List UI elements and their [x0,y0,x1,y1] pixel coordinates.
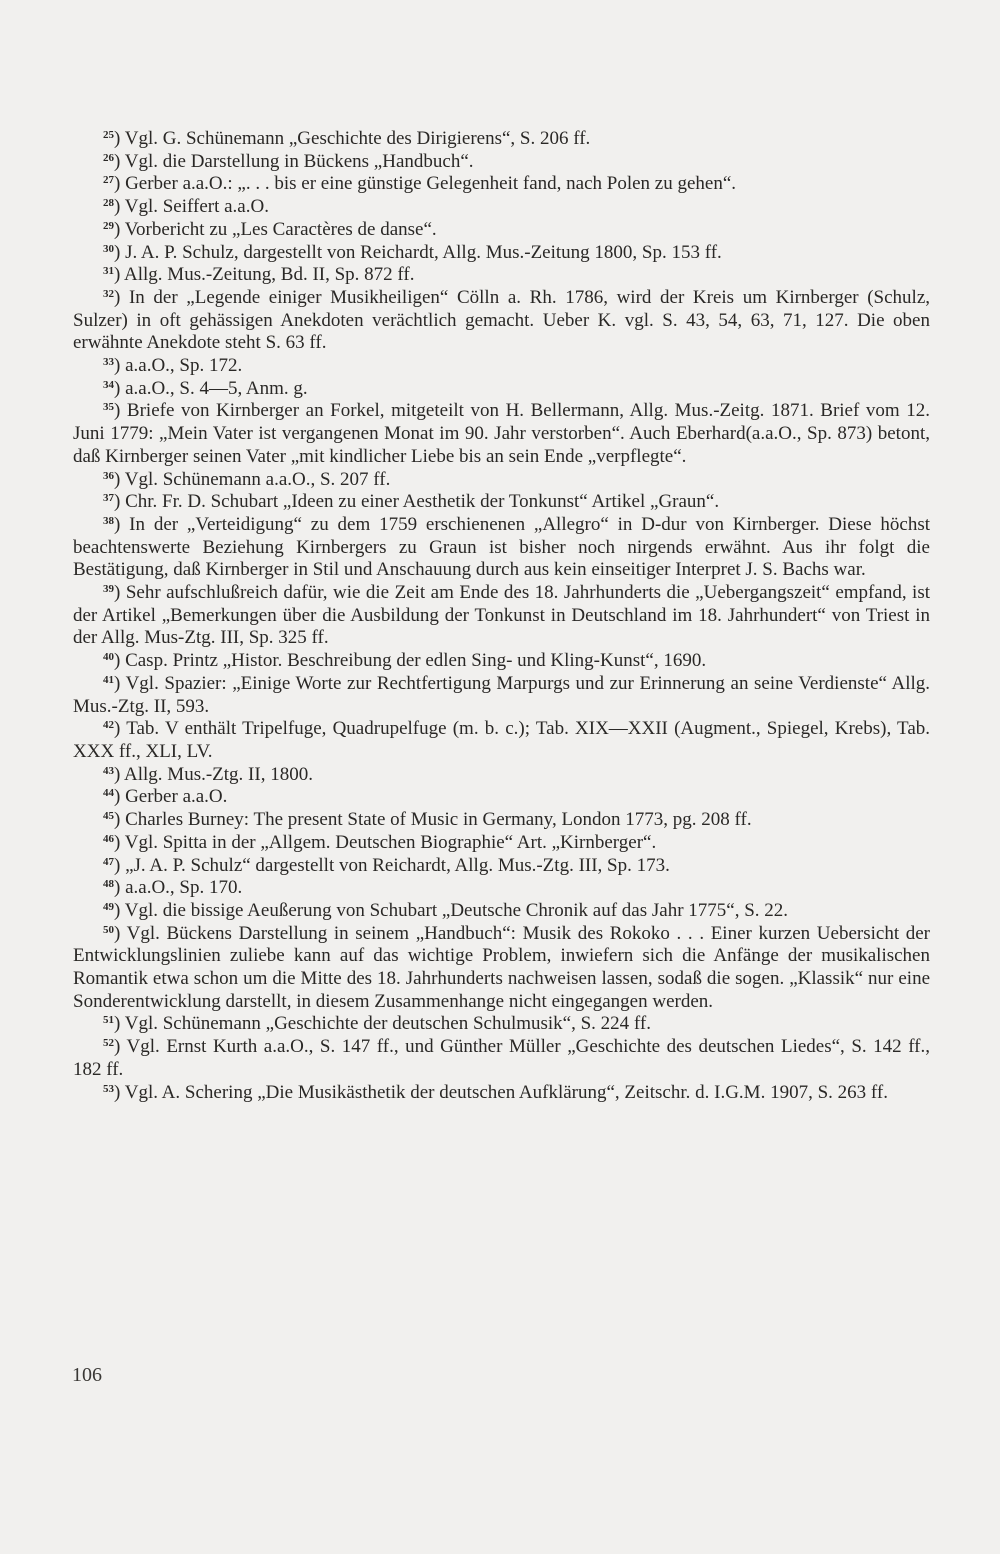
footnote [73,378,930,401]
footnote-number: 41 [103,673,114,686]
footnote-number: 31 [103,265,114,278]
footnote [73,764,930,787]
footnote-paren: ) [114,763,125,785]
footnote-number: 34 [103,378,114,391]
footnote-text: Vgl. Schünemann „Geschichte der deutschen Schulmusik“, S. 224 ff. [124,1013,651,1035]
footnote [73,582,930,650]
footnote-number: 45 [103,810,114,823]
footnote-text: Vgl. Ernst Kurth a.a.O., S. 147 ff., und Günther Müller „Geschichte des deutschen Liedes“, S. 142 ff., 182 ff. [73,1036,931,1080]
footnote-number: 50 [103,923,114,936]
footnote-number: 33 [103,356,114,369]
footnote-paren: ) [114,1013,125,1035]
footnotes-list [73,128,930,1104]
footnote-text: „J. A. P. Schulz“ dargestellt von Reichardt, Allg. Mus.-Ztg. III, Sp. 173. [125,854,670,876]
footnote-text: a.a.O., Sp. 170. [125,877,243,899]
footnote-text: Vgl. Schünemann a.a.O., S. 207 ff. [124,468,391,490]
footnote-text: Chr. Fr. D. Schubart „Ideen zu einer Aesthetik der Tonkunst“ Artikel „Graun“. [125,491,720,513]
footnote [73,877,930,900]
footnote [73,1082,930,1105]
footnote-text: Allg. Mus.-Ztg. II, 1800. [124,763,313,785]
footnote-paren: ) [114,286,129,308]
footnote-number: 35 [103,401,114,414]
footnote [73,219,930,242]
footnote-paren: ) [114,1081,125,1103]
footnote-number: 29 [103,219,114,232]
footnote-paren: ) [114,513,130,535]
footnote [73,514,930,582]
footnote-text: Charles Burney: The present State of Music in Germany, London 1773, pg. 208 ff. [125,809,752,831]
footnote-number: 47 [103,855,114,868]
footnote-number: 30 [103,242,114,255]
footnote-paren: ) [114,1036,127,1058]
footnote-text: Tab. V enthält Tripelfuge, Quadrupelfuge (m. b. c.); Tab. XIX—XXII (Augment., Spiegel, Krebs), Tab. XXX ff., XLI, LV. [73,718,931,762]
footnote-text: Sehr aufschlußreich dafür, wie die Zeit am Ende des 18. Jahrhunderts die „Uebergangszeit“ empfand, ist der Artikel „Bemerkungen über die Ausbildung der Tonkunst in Deutschland im 18. Jahrhundert“ von Triest in der Allg. Mus-Ztg. III, Sp. 325 ff. [73,582,930,649]
footnote-number: 32 [103,287,114,300]
footnote-number: 48 [103,878,114,891]
footnote [73,400,930,468]
footnote-number: 25 [103,129,114,141]
footnote-text: Briefe von Kirnberger an Forkel, mitgeteilt von H. Bellermann, Allg. Mus.-Zeitg. 1871. Brief vom 12. Juni 1779: „Mein Vater ist vergangenen Monat im 90. Jahr verstorben“. Auch Eberhard(a.a.O., Sp. 873) betont, daß Kirnberger seinen Vater „mit kindlicher Liebe bis an sein Ende „verpflegte“. [73,400,931,467]
footnote [73,650,930,673]
footnote-number: 43 [103,764,114,777]
footnote [73,923,930,1014]
footnote-text: Vgl. Bückens Darstellung in seinem „Handbuch“: Musik des Rokoko . . . Einer kurzen Uebersicht der Entwicklungslinien zuliebe kann auf das wichtige Problem, inwiefern sich die Anfänge der musikalischen Romantik etwa schon um die Mitte des 18. Jahrhunderts nachweisen lassen, sodaß die sogen. „Klassik“ nur eine Sonderentwicklung darstellt, in diesem Zusammenhange nicht eingegangen werden. [73,922,931,1012]
footnote [73,1013,930,1036]
footnote-number: 42 [103,719,114,732]
footnote-text: In der „Verteidigung“ zu dem 1759 erschienenen „Allegro“ in D-dur von Kirnberger. Diese höchst beachtenswerte Beziehung Kirnbergers zu Graun ist bisher noch nirgends erwähnt. Aus ihr folgt die Bestätigung, daß Kirnberger in Stil und Anschauung durch aus kein einseitiger Interpret J. S. Bachs war. [73,513,931,581]
footnote-paren: ) [114,264,125,286]
footnote-text: Vorbericht zu „Les Caractères de danse“. [124,218,437,240]
footnote-text: J. A. P. Schulz, dargestellt von Reichardt, Allg. Mus.-Zeitung 1800, Sp. 153 ff. [125,241,722,263]
footnote-number: 49 [103,900,114,913]
footnote-number: 46 [103,832,114,845]
footnote-paren: ) [114,173,126,195]
footnote-paren: ) [114,672,126,694]
footnote [73,242,930,265]
footnote-text: Vgl. Spitta in der „Allgem. Deutschen Biographie“ Art. „Kirnberger“. [124,831,657,853]
footnote [73,173,930,196]
footnote [73,151,930,174]
footnote-number: 27 [103,174,114,187]
footnote-paren: ) [114,377,126,399]
footnote-paren: ) [114,831,125,853]
footnote [73,355,930,378]
footnote-text: In der „Legende einiger Musikheiligen“ Cölln a. Rh. 1786, wird der Kreis um Kirnberger (Schulz, Sulzer) in oft gehässigen Anekdoten verächtlich gemacht. Ueber K. vgl. S. 43, 54, 63, 71, 127. Die oben erwähnte Anekdote steht S. 63 ff. [73,286,931,354]
footnote-paren: ) [114,899,125,921]
footnote-paren: ) [114,400,127,422]
footnote [73,264,930,287]
footnote-paren: ) [114,355,126,377]
footnote-text: Gerber a.a.O. [125,786,228,808]
footnote [73,673,930,718]
footnote-paren: ) [114,241,126,263]
footnote-paren: ) [114,718,127,740]
footnote-text: Gerber a.a.O.: „. . . bis er eine günstige Gelegenheit fand, nach Polen zu gehen“. [125,173,737,195]
footnote-text: Vgl. die Darstellung in Bückens „Handbuch“. [124,150,474,172]
footnote [73,809,930,832]
footnote-paren: ) [114,650,126,672]
footnote-number: 36 [103,469,114,482]
footnote-paren: ) [114,128,125,149]
footnote-number: 38 [103,514,114,527]
footnote-text: Casp. Printz „Histor. Beschreibung der edlen Sing- und Kling-Kunst“, 1690. [125,650,707,672]
footnote-number: 53 [103,1082,114,1095]
footnote-paren: ) [114,922,127,944]
footnote-text: Vgl. die bissige Aeußerung von Schubart „Deutsche Chronik auf das Jahr 1775“, S. 22. [124,899,789,921]
footnote [73,1036,930,1081]
footnote-text: a.a.O., S. 4—5, Anm. g. [125,377,308,399]
footnote [73,491,930,514]
footnote [73,196,930,219]
footnote [73,718,930,763]
footnote-text: Vgl. G. Schünemann „Geschichte des Dirigierens“, S. 206 ff. [124,128,591,149]
footnote-text: a.a.O., Sp. 172. [125,355,243,377]
footnote-text: Vgl. Spazier: „Einige Worte zur Rechtfertigung Marpurgs und zur Erinnerung an seine Verdienste“ Allg. Mus.-Ztg. II, 593. [73,672,930,717]
footnote-text: Vgl. Seiffert a.a.O. [124,196,269,218]
footnote-paren: ) [114,150,125,172]
footnote-number: 40 [103,651,114,664]
footnote-paren: ) [114,786,126,808]
footnote-paren: ) [114,491,126,513]
footnote-number: 51 [103,1014,114,1027]
footnote [73,855,930,878]
footnote-number: 52 [103,1037,114,1050]
footnote-text: Vgl. A. Schering „Die Musikästhetik der deutschen Aufklärung“, Zeitschr. d. I.G.M. 1907, S. 263 ff. [124,1081,888,1103]
footnote [73,287,930,355]
footnote-paren: ) [114,582,126,604]
footnote [73,900,930,923]
footnote-paren: ) [114,809,126,831]
page-number: 106 [72,1364,102,1386]
footnote [73,128,930,151]
footnote-number: 26 [103,151,114,164]
footnote-number: 39 [103,583,114,596]
footnote-paren: ) [114,877,126,899]
footnote-paren: ) [114,196,125,218]
footnote-paren: ) [114,854,126,876]
footnote-number: 28 [103,197,114,210]
footnote-paren: ) [114,218,125,240]
footnote [73,469,930,492]
footnote [73,786,930,809]
footnote-paren: ) [114,468,125,490]
footnote-text: Allg. Mus.-Zeitung, Bd. II, Sp. 872 ff. [124,264,415,286]
footnote [73,832,930,855]
footnote-number: 44 [103,787,114,800]
footnote-number: 37 [103,492,114,505]
